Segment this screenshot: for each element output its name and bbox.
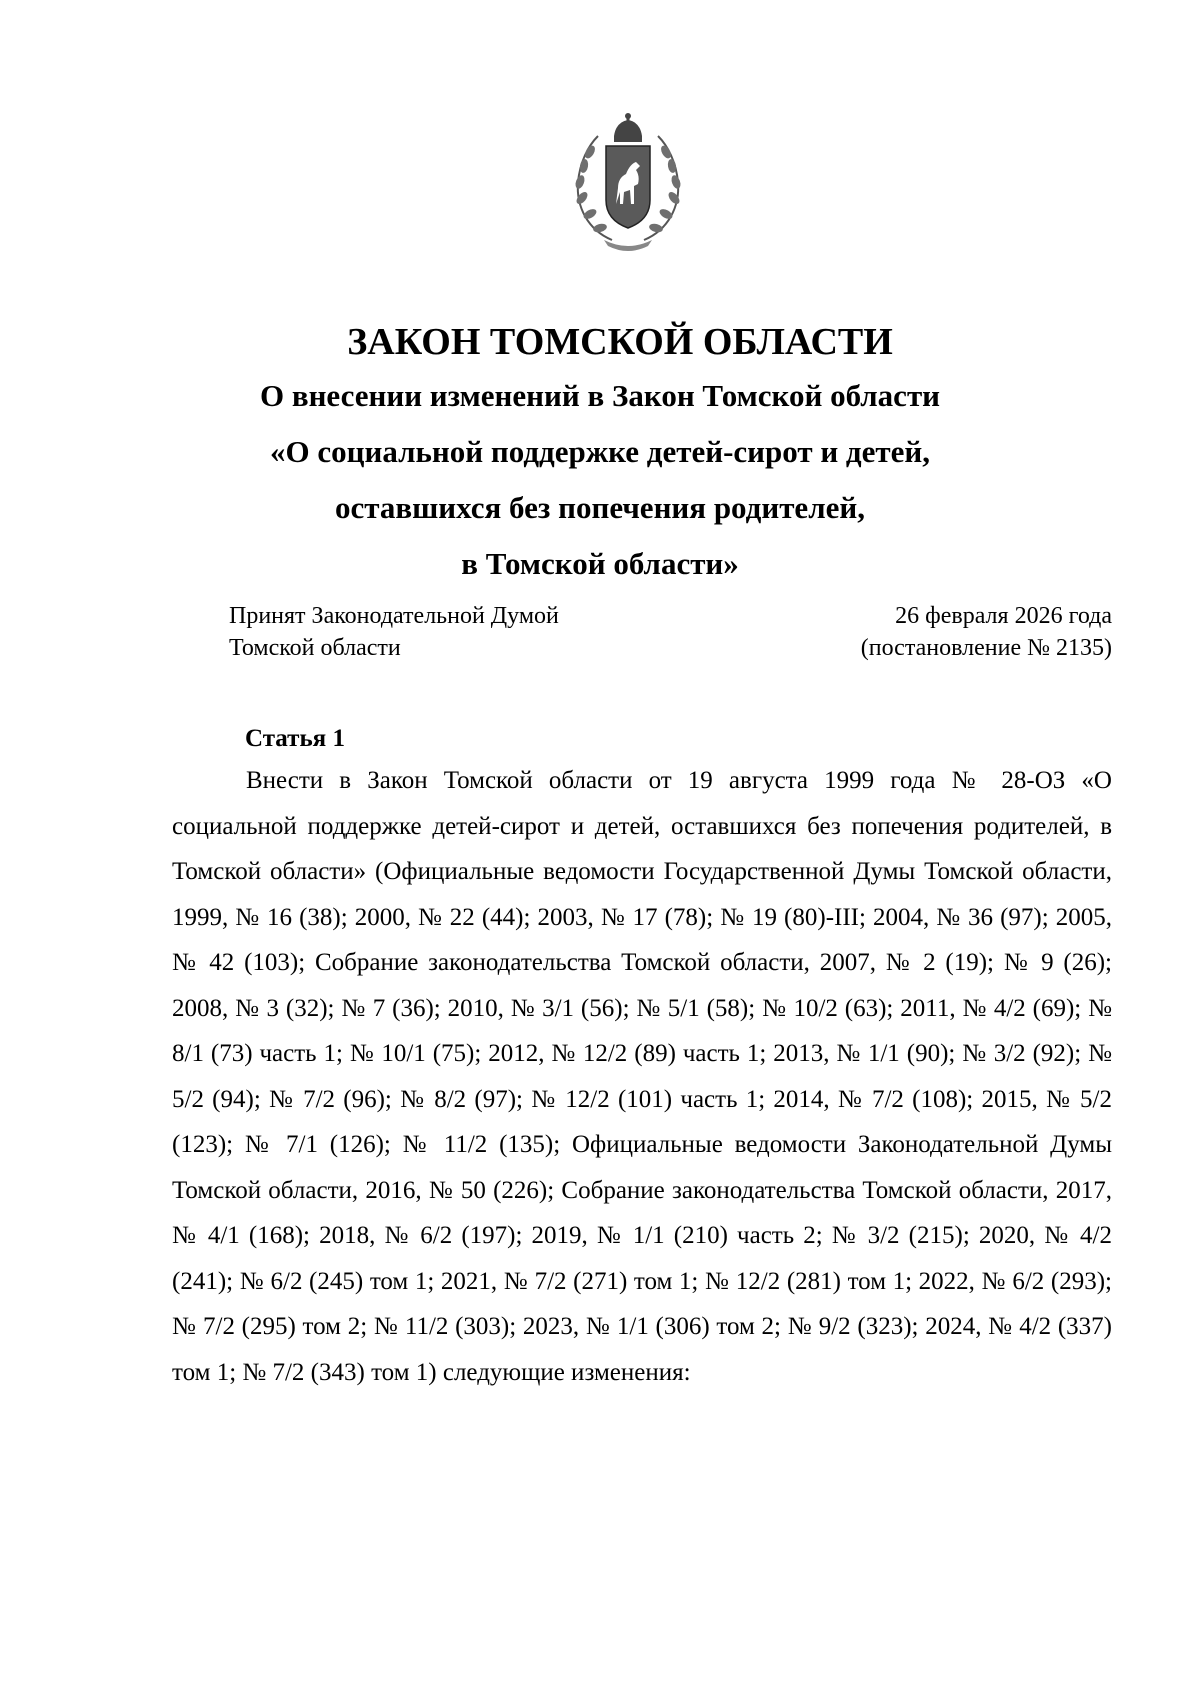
law-subtitle-line: в Томской области» bbox=[461, 546, 739, 581]
law-title: ЗАКОН ТОМСКОЙ ОБЛАСТИ bbox=[347, 321, 893, 363]
law-title-block bbox=[0, 316, 1200, 592]
article-body: Внести в Закон Томской области от 19 августа 1999 года № 28-ОЗ «О социальной поддержке детей-сирот и детей, оставшихся без попечения родителей, в Томской области» (Официальные ведомости Государственной Думы Томской области, 1999, № 16 (38); 2000, № 22 (44); 2003, № 17 (78); № 19 (80)-III; 2004, № 36 (97); 2005, № 42 (103); Собрание законодательства Томской области, 2007, № 2 (19); № 9 (26); 2008, № 3 (32); № 7 (36); 2010, № 3/1 (56); № 5/1 (58); № 10/2 (63); 2011, № 4/2 (69); № 8/1 (73) часть 1; № 10/1 (75); 2012, № 12/2 (89) часть 1; 2013, № 1/1 (90); № 3/2 (92); № 5/2 (94); № 7/2 (96); № 8/2 (97); № 12/2 (101) часть 1; 2014, № 7/2 (108); 2015, № 5/2 (123); № 7/1 (126); № 11/2 (135); Официальные ведомости Законодательной Думы Томской области, 2016, № 50 (226); Собрание законодательства Томской области, 2017, № 4/1 (168); 2018, № 6/2 (197); 2019, № 1/1 (210) часть 2; № 3/2 (215); 2020, № 4/2 (241); № 6/2 (245) том 1; 2021, № 7/2 (271) том 1; № 12/2 (281) том 1; 2022, № 6/2 (293); № 7/2 (295) том 2; № 11/2 (303); 2023, № 1/1 (306) том 2; № 9/2 (323); 2024, № 4/2 (337) том 1; № 7/2 (343) том 1) следующие изменения: bbox=[172, 767, 1112, 1386]
adopted-by-line: Томской области bbox=[229, 635, 401, 661]
adoption-date: 26 февраля 2026 года bbox=[895, 603, 1112, 629]
law-subtitle-line: оставшихся без попечения родителей, bbox=[335, 490, 865, 525]
adoption-date-block bbox=[861, 600, 1112, 664]
law-subtitle-line: «О социальной поддержке детей-сирот и детей, bbox=[270, 434, 930, 469]
resolution-number: (постановление № 2135) bbox=[860, 635, 1112, 661]
adopted-by-block bbox=[229, 600, 559, 664]
coat-of-arms-icon bbox=[568, 112, 688, 254]
adopted-by-line: Принят Законодательной Думой bbox=[229, 603, 559, 629]
law-subtitle-line: О внесении изменений в Закон Томской области bbox=[259, 378, 941, 413]
article-heading: Статья 1 bbox=[245, 725, 345, 752]
